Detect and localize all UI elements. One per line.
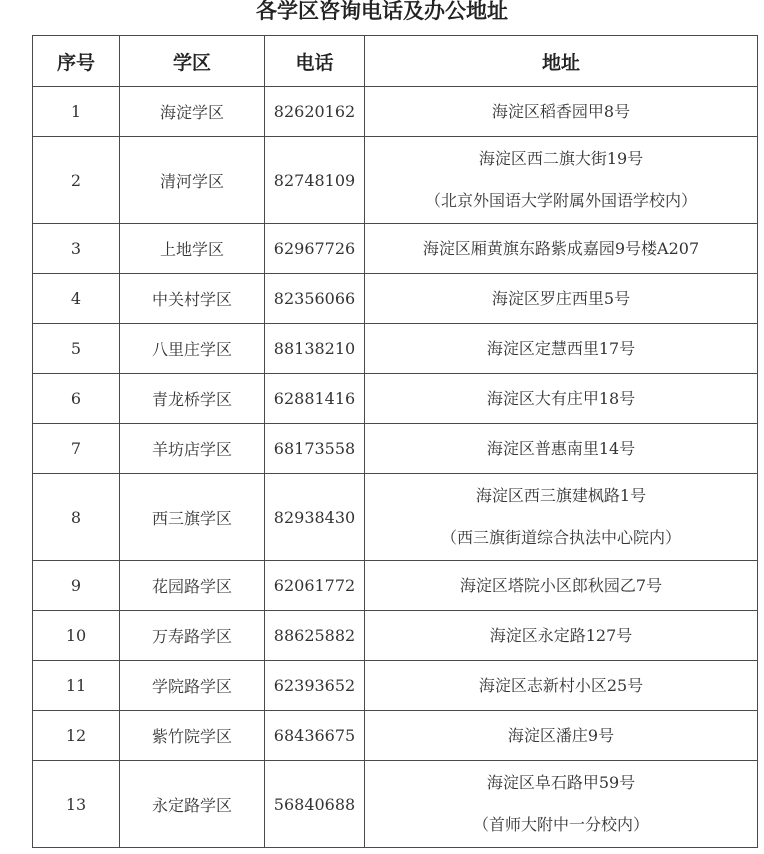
- header-district: 学区: [120, 36, 265, 87]
- table-row: [33, 711, 758, 761]
- address-text: 海淀区西二旗大街19号: [478, 149, 644, 168]
- address-text: 海淀区阜石路甲59号: [486, 773, 636, 792]
- cell-address: [365, 324, 758, 374]
- cell-address: [365, 224, 758, 274]
- address-note: （西三旗街道综合执法中心院内）: [440, 528, 681, 547]
- cell-phone: 62967726: [265, 224, 365, 274]
- cell-index: 13: [33, 761, 120, 848]
- table-body: [33, 87, 758, 848]
- cell-index: 12: [33, 711, 120, 761]
- table-row: [33, 87, 758, 137]
- table-row: [33, 324, 758, 374]
- cell-district: 紫竹院学区: [120, 711, 265, 761]
- address-text: 海淀区定慧西里17号: [486, 338, 636, 358]
- header-phone: 电话: [265, 36, 365, 87]
- table-header-row: [33, 36, 758, 87]
- cell-phone: 68173558: [265, 424, 365, 474]
- cell-address: [365, 661, 758, 711]
- cell-index: 7: [33, 424, 120, 474]
- cell-address: [365, 611, 758, 661]
- cell-index: 1: [33, 87, 120, 137]
- cell-district: 永定路学区: [120, 761, 265, 848]
- cell-phone: 82938430: [265, 474, 365, 561]
- cell-address: [365, 87, 758, 137]
- address-text: 海淀区潘庄9号: [507, 725, 615, 745]
- cell-district: 学院路学区: [120, 661, 265, 711]
- cell-district: 中关村学区: [120, 274, 265, 324]
- cell-phone: 62061772: [265, 561, 365, 611]
- table-row: [33, 424, 758, 474]
- cell-phone: 62881416: [265, 374, 365, 424]
- cell-district: 万寿路学区: [120, 611, 265, 661]
- address-text: 海淀区永定路127号: [489, 625, 633, 645]
- cell-address: [365, 274, 758, 324]
- table-row: [33, 661, 758, 711]
- cell-address: [365, 474, 758, 561]
- table-row: [33, 761, 758, 848]
- cell-index: 2: [33, 137, 120, 224]
- cell-phone: 88138210: [265, 324, 365, 374]
- address-note: （北京外国语大学附属外国语学校内）: [424, 191, 697, 210]
- address-text: 海淀区大有庄甲18号: [486, 388, 636, 408]
- cell-index: 10: [33, 611, 120, 661]
- cell-phone: 82748109: [265, 137, 365, 224]
- cell-address: [365, 561, 758, 611]
- address-text: 海淀区罗庄西里5号: [491, 288, 631, 308]
- table-row: [33, 137, 758, 224]
- address-text: 海淀区厢黄旗东路紫成嘉园9号楼A207: [422, 238, 700, 258]
- cell-index: 11: [33, 661, 120, 711]
- cell-phone: 68436675: [265, 711, 365, 761]
- cell-index: 4: [33, 274, 120, 324]
- header-index: 序号: [33, 36, 120, 87]
- cell-district: 上地学区: [120, 224, 265, 274]
- table-row: [33, 611, 758, 661]
- cell-index: 9: [33, 561, 120, 611]
- table-row: [33, 374, 758, 424]
- address-text: 海淀区志新村小区25号: [478, 675, 644, 695]
- address-text: 海淀区西三旗建枫路1号: [475, 486, 647, 505]
- table-row: [33, 274, 758, 324]
- address-text: 海淀区塔院小区郎秋园乙7号: [459, 575, 663, 595]
- page-title: 各学区咨询电话及办公地址: [256, 0, 508, 23]
- cell-district: 花园路学区: [120, 561, 265, 611]
- address-note: （首师大附中一分校内）: [472, 815, 649, 834]
- cell-phone: 82356066: [265, 274, 365, 324]
- cell-index: 5: [33, 324, 120, 374]
- cell-address: [365, 424, 758, 474]
- address-text: 海淀区稻香园甲8号: [491, 101, 631, 121]
- cell-phone: 88625882: [265, 611, 365, 661]
- table-row: [33, 474, 758, 561]
- cell-address: [365, 761, 758, 848]
- address-text: 海淀区普惠南里14号: [486, 438, 636, 458]
- cell-district: 海淀学区: [120, 87, 265, 137]
- cell-phone: 62393652: [265, 661, 365, 711]
- cell-phone: 56840688: [265, 761, 365, 848]
- district-contact-table: [32, 35, 758, 848]
- cell-address: [365, 137, 758, 224]
- cell-index: 6: [33, 374, 120, 424]
- cell-district: 西三旗学区: [120, 474, 265, 561]
- cell-address: [365, 711, 758, 761]
- cell-index: 8: [33, 474, 120, 561]
- table-row: [33, 224, 758, 274]
- cell-district: 青龙桥学区: [120, 374, 265, 424]
- cell-index: 3: [33, 224, 120, 274]
- cell-district: 羊坊店学区: [120, 424, 265, 474]
- cell-address: [365, 374, 758, 424]
- header-address: 地址: [365, 36, 758, 87]
- cell-phone: 82620162: [265, 87, 365, 137]
- cell-district: 清河学区: [120, 137, 265, 224]
- cell-district: 八里庄学区: [120, 324, 265, 374]
- table-row: [33, 561, 758, 611]
